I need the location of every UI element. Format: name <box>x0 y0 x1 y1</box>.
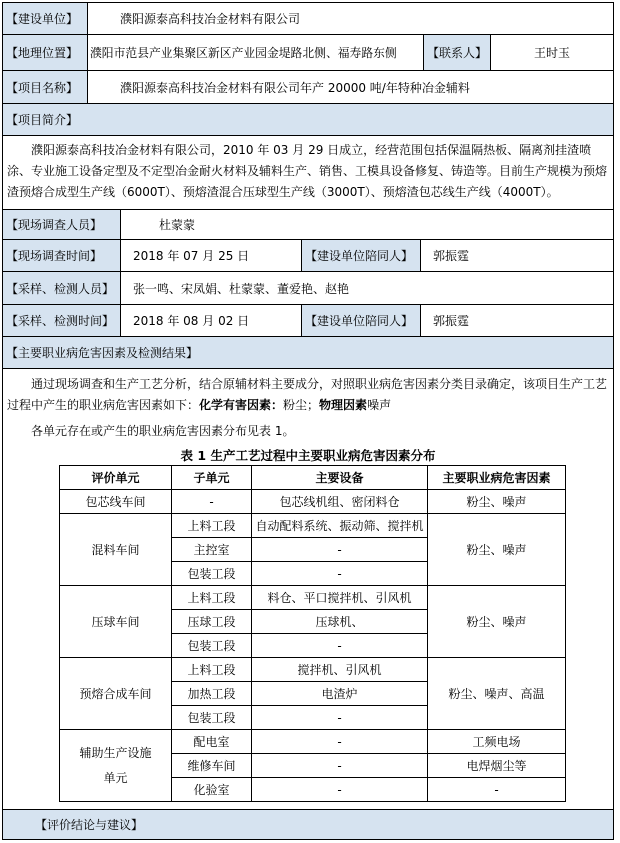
hazard-factor-cell: 粉尘、噪声 <box>428 586 566 658</box>
eval-unit-cell: 混料车间 <box>60 514 172 586</box>
row-project-name <box>3 71 613 104</box>
survey-time-value: 2018 年 07 月 25 日 <box>133 249 250 263</box>
hazard-factor-cell: 粉尘、噪声 <box>428 490 566 514</box>
hazard-paragraph-1 <box>3 374 613 416</box>
row-survey-person <box>3 210 613 240</box>
intro-block <box>3 136 613 210</box>
contact-value: 王时玉 <box>533 46 570 60</box>
accompany-label-1: 【建设单位陪同人】 <box>301 240 421 271</box>
sub-unit-cell: 上料工段 <box>172 514 252 538</box>
equipment-cell: 压球机、 <box>252 610 428 634</box>
equipment-cell: 搅拌机、引风机 <box>252 658 428 682</box>
equipment-cell: 包芯线机组、密闭料仓 <box>252 490 428 514</box>
location-value: 濮阳市范县产业集聚区新区产业园金堤路北侧、福寿路东侧 <box>90 46 397 60</box>
equipment-cell: 电渣炉 <box>252 682 428 706</box>
chemical-factor-label: 化学有害因素： <box>199 398 284 412</box>
location-label: 【地理位置】 <box>3 35 88 70</box>
row-survey-time <box>3 240 613 272</box>
row-construction-unit <box>3 3 613 35</box>
chemical-factor-value: 粉尘； <box>283 398 320 412</box>
intro-text: 濮阳源泰高科技冶金材料有限公司，2010 年 03 月 29 日成立，经营范围包括保温隔热板、隔离剂挂渣喷涂、专业施工设备定型及不定型冶金耐火材料及辅料生产、销售、工模具设备修复、铸造等。目前生产规模为预熔渣预熔合成型生产线（6000T）、预熔渣混合压球型生产线（3000T）、预熔渣包芯线生产线（4000T）。 <box>7 143 608 199</box>
hazard-paragraph-text: 通过现场调查和生产工艺分析，结合原辅材料主要成分，对照职业病危害因素分类目录确定，该项目生产工艺过程中产生的职业病危害因素如下： <box>7 377 608 412</box>
physical-factor-label: 物理因素 <box>319 398 368 412</box>
eval-unit-cell: 包芯线车间 <box>60 490 172 514</box>
sub-unit-cell: 包装工段 <box>172 562 252 586</box>
table-row <box>60 658 566 682</box>
header-eval-unit: 评价单元 <box>60 466 172 490</box>
project-name-label: 【项目名称】 <box>3 71 88 103</box>
sub-unit-cell: 主控室 <box>172 538 252 562</box>
sampling-person-label: 【采样、检测人员】 <box>3 272 121 304</box>
hazard-factor-cell: 电焊烟尘等 <box>428 754 566 778</box>
equipment-cell: 料仓、平口搅拌机、引风机 <box>252 586 428 610</box>
intro-section-header: 【项目简介】 <box>3 104 613 136</box>
sub-unit-cell: 配电室 <box>172 730 252 754</box>
sub-unit-cell: 维修车间 <box>172 754 252 778</box>
header-hazard-factor: 主要职业病危害因素 <box>428 466 566 490</box>
hazard-factor-cell: 粉尘、噪声 <box>428 514 566 586</box>
sub-unit-cell: 上料工段 <box>172 658 252 682</box>
hazard-factor-cell: 工频电场 <box>428 730 566 754</box>
survey-person-label: 【现场调查人员】 <box>3 210 121 239</box>
table-row <box>60 490 566 514</box>
contact-label: 【联系人】 <box>423 35 491 70</box>
eval-unit-cell: 预熔合成车间 <box>60 658 172 730</box>
equipment-cell: - <box>252 562 428 586</box>
survey-form <box>2 2 614 840</box>
hazard-factor-cell: 粉尘、噪声、高温 <box>428 658 566 730</box>
sub-unit-cell: 加热工段 <box>172 682 252 706</box>
table-header-row <box>60 466 566 490</box>
table-title: 表 1 生产工艺过程中主要职业病危害因素分布 <box>180 448 436 463</box>
table-row <box>60 514 566 538</box>
survey-person-value: 杜蒙蒙 <box>159 218 196 232</box>
accompany-value-1: 郭振霆 <box>433 249 470 263</box>
sampling-time-value: 2018 年 08 月 02 日 <box>133 314 250 328</box>
row-sampling-person <box>3 272 613 305</box>
equipment-cell: - <box>252 538 428 562</box>
accompany-value-2: 郭振霆 <box>433 314 470 328</box>
equipment-cell: - <box>252 730 428 754</box>
equipment-cell: - <box>252 778 428 802</box>
construction-unit-label: 【建设单位】 <box>3 3 88 34</box>
equipment-cell: 自动配料系统、振动筛、搅拌机 <box>252 514 428 538</box>
physical-factor-value: 噪声 <box>367 398 392 412</box>
equipment-cell: - <box>252 706 428 730</box>
hazard-section-header: 【主要职业病危害因素及检测结果】 <box>3 337 613 369</box>
row-sampling-time <box>3 305 613 337</box>
survey-time-label: 【现场调查时间】 <box>3 240 121 271</box>
hazard-paragraph-2: 各单元存在或产生的职业病危害因素分布见表 1。 <box>31 424 295 438</box>
hazard-factor-cell: - <box>428 778 566 802</box>
sub-unit-cell: - <box>172 490 252 514</box>
table-row <box>60 586 566 610</box>
conclusion-section-header: 【评价结论与建议】 <box>3 810 613 839</box>
construction-unit-value: 濮阳源泰高科技冶金材料有限公司 <box>120 12 301 26</box>
eval-unit-cell: 辅助生产设施单元 <box>60 730 172 802</box>
sampling-time-label: 【采样、检测时间】 <box>3 305 121 336</box>
sub-unit-cell: 包装工段 <box>172 634 252 658</box>
sub-unit-cell: 压球工段 <box>172 610 252 634</box>
sub-unit-cell: 化验室 <box>172 778 252 802</box>
accompany-label-2: 【建设单位陪同人】 <box>301 305 421 336</box>
equipment-cell: - <box>252 634 428 658</box>
row-location <box>3 35 613 71</box>
sub-unit-cell: 包装工段 <box>172 706 252 730</box>
header-sub-unit: 子单元 <box>172 466 252 490</box>
header-equipment: 主要设备 <box>252 466 428 490</box>
sampling-person-value: 张一鸣、宋凤娟、杜蒙蒙、董爱艳、赵艳 <box>133 281 350 296</box>
equipment-cell: - <box>252 754 428 778</box>
sub-unit-cell: 上料工段 <box>172 586 252 610</box>
project-name-value: 濮阳源泰高科技冶金材料有限公司年产 20000 吨/年特种冶金辅料 <box>120 80 470 95</box>
eval-unit-cell: 压球车间 <box>60 586 172 658</box>
hazard-distribution-table <box>59 465 566 802</box>
table-row <box>60 730 566 754</box>
